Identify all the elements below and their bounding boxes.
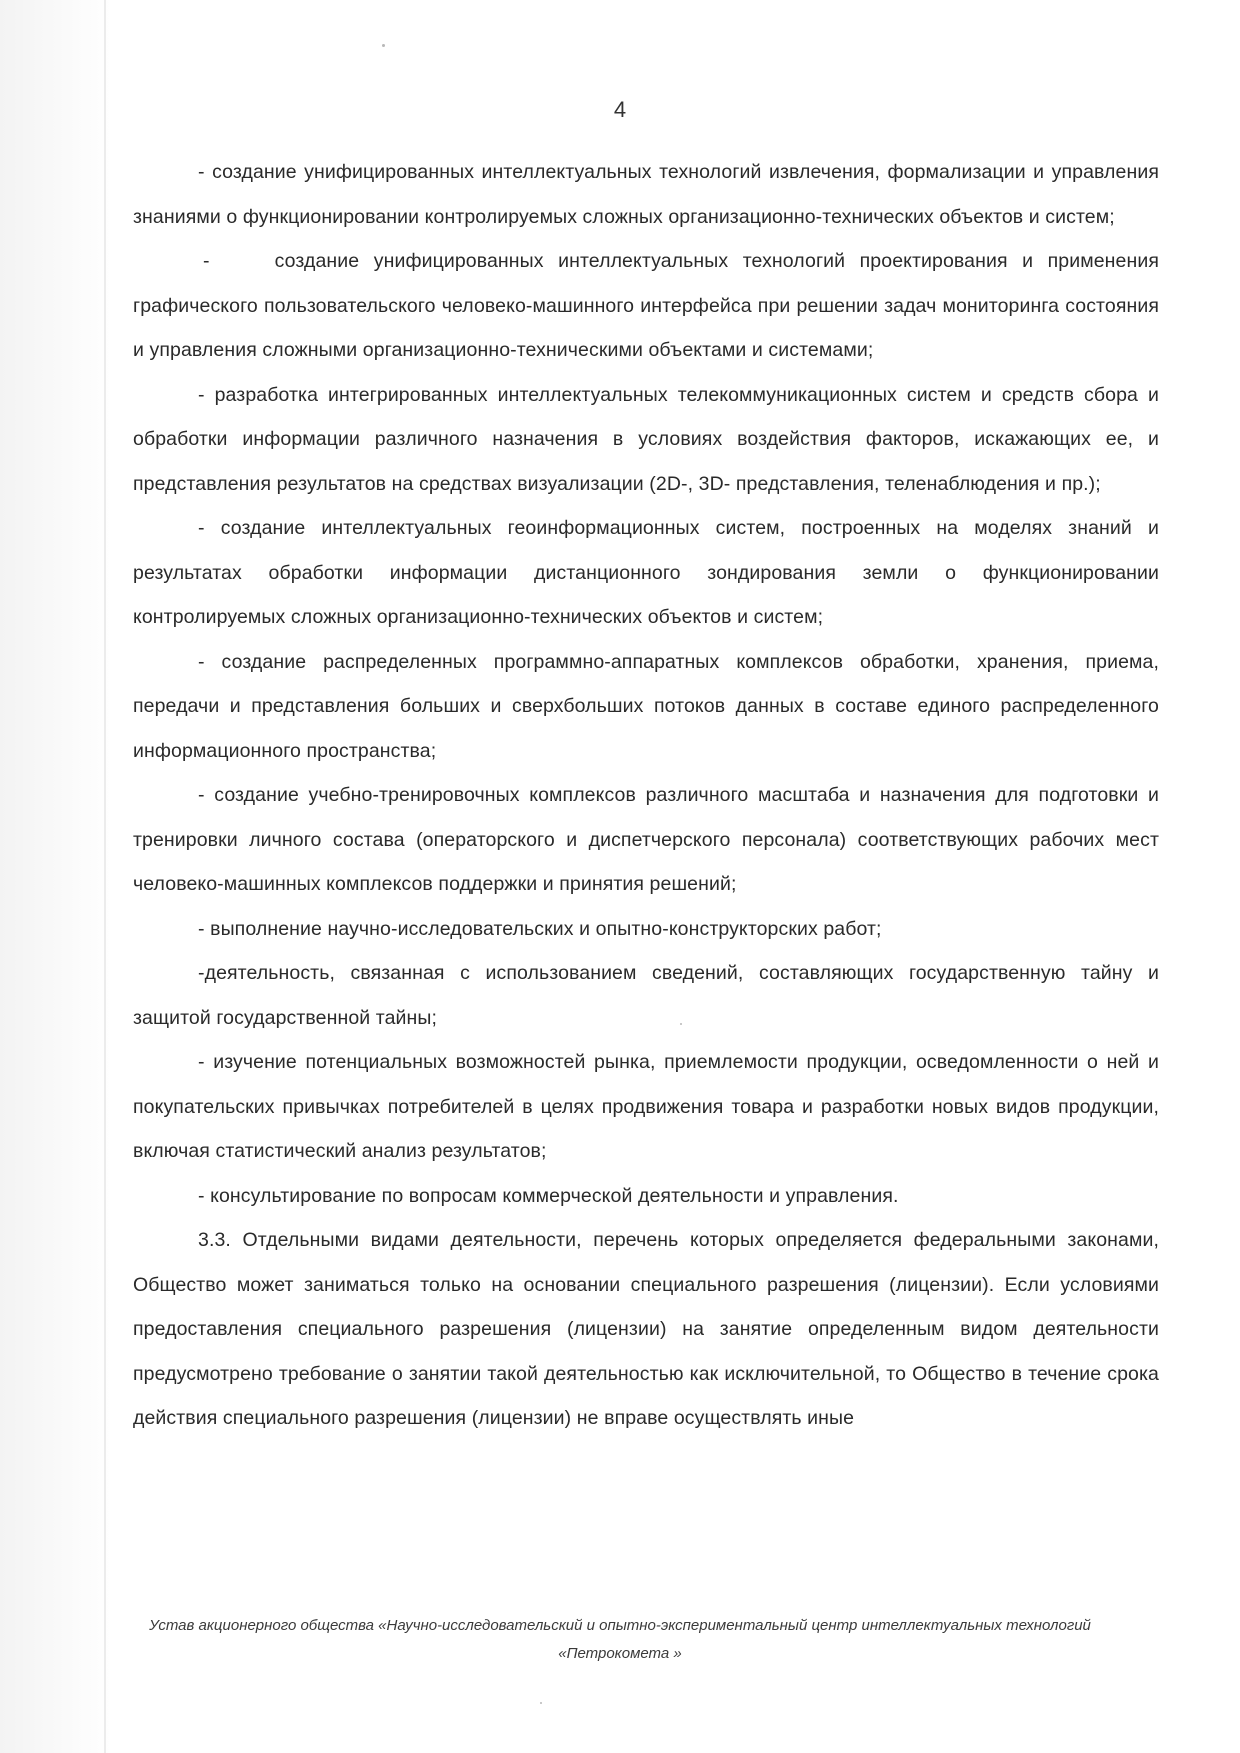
- paragraph-2-dash: -: [203, 250, 210, 272]
- paragraph-8: -деятельность, связанная с использованием сведений, составляющих государственную тайну и защитой государственной тайны;: [133, 962, 1159, 1029]
- footer-line-1: Устав акционерного общества «Научно-исследовательский и опытно-экспериментальный центр интеллектуальных технологий: [149, 1617, 1091, 1634]
- footer-line-2: «Петрокомета »: [558, 1645, 682, 1662]
- paragraph-3: - разработка интегрированных интеллектуальных телекоммуникационных систем и средств сбора и обработки информации различного назначения в условиях воздействия факторов, искажающих ее, и представления результатов на средствах визуализации (2D-, 3D- представления, теленаблюдения и пр.);: [133, 383, 1159, 495]
- paragraph-10: - консультирование по вопросам коммерческой деятельности и управления.: [198, 1184, 899, 1207]
- paragraph-6: - создание учебно-тренировочных комплексов различного масштаба и назначения для подготовки и тренировки личного состава (операторского и диспетчерского персонала) соответствующих рабочих мест человеко-машинных комплексов поддержки и принятия решений;: [133, 784, 1159, 895]
- scan-speck: [540, 1702, 542, 1704]
- paragraph-7: - выполнение научно-исследовательских и опытно-конструкторских работ;: [198, 917, 882, 940]
- scan-speck: [382, 44, 385, 47]
- paragraph-9: - изучение потенциальных возможностей рынка, приемлемости продукции, осведомленности о ней и покупательских привычках потребителей в целях продвижения товара и разработки новых видов продукции, включая статистический анализ результатов;: [133, 1051, 1159, 1162]
- paragraph-2: [133, 239, 1159, 373]
- footer: [120, 1612, 1120, 1668]
- paragraph-1: - создание унифицированных интеллектуальных технологий извлечения, формализации и управления знаниями о функционировании контролируемых сложных организационно-технических объектов и систем;: [133, 161, 1159, 228]
- paragraph-5: - создание распределенных программно-аппаратных комплексов обработки, хранения, приема, передачи и представления больших и сверхбольших потоков данных в составе единого распределенного информационного пространства;: [133, 650, 1159, 762]
- scan-left-edge: [0, 0, 112, 1753]
- paragraph-2-text: создание унифицированных интеллектуальных технологий проектирования и применения графического пользовательского человеко-машинного интерфейса при решении задач мониторинга состояния и управления сложными организационно-техническими объектами и системами;: [133, 250, 1159, 361]
- paragraph-4: - создание интеллектуальных геоинформационных систем, построенных на моделях знаний и результатах обработки информации дистанционного зондирования земли о функционировании контролируемых сложных организационно-технических объектов и систем;: [133, 517, 1159, 628]
- page-number: 4: [613, 97, 627, 122]
- document-body: [133, 150, 1159, 1441]
- scan-edge-line: [104, 0, 106, 1753]
- paragraph-11: 3.3. Отдельными видами деятельности, перечень которых определяется федеральными законами, Общество может заниматься только на основании специального разрешения (лицензии). Если условиями предоставления специального разрешения (лицензии) на занятие определенным видом деятельности предусмотрено требование о занятии такой деятельностью как исключительной, то Общество в течение срока действия специального разрешения (лицензии) не вправе осуществлять иные: [133, 1229, 1159, 1429]
